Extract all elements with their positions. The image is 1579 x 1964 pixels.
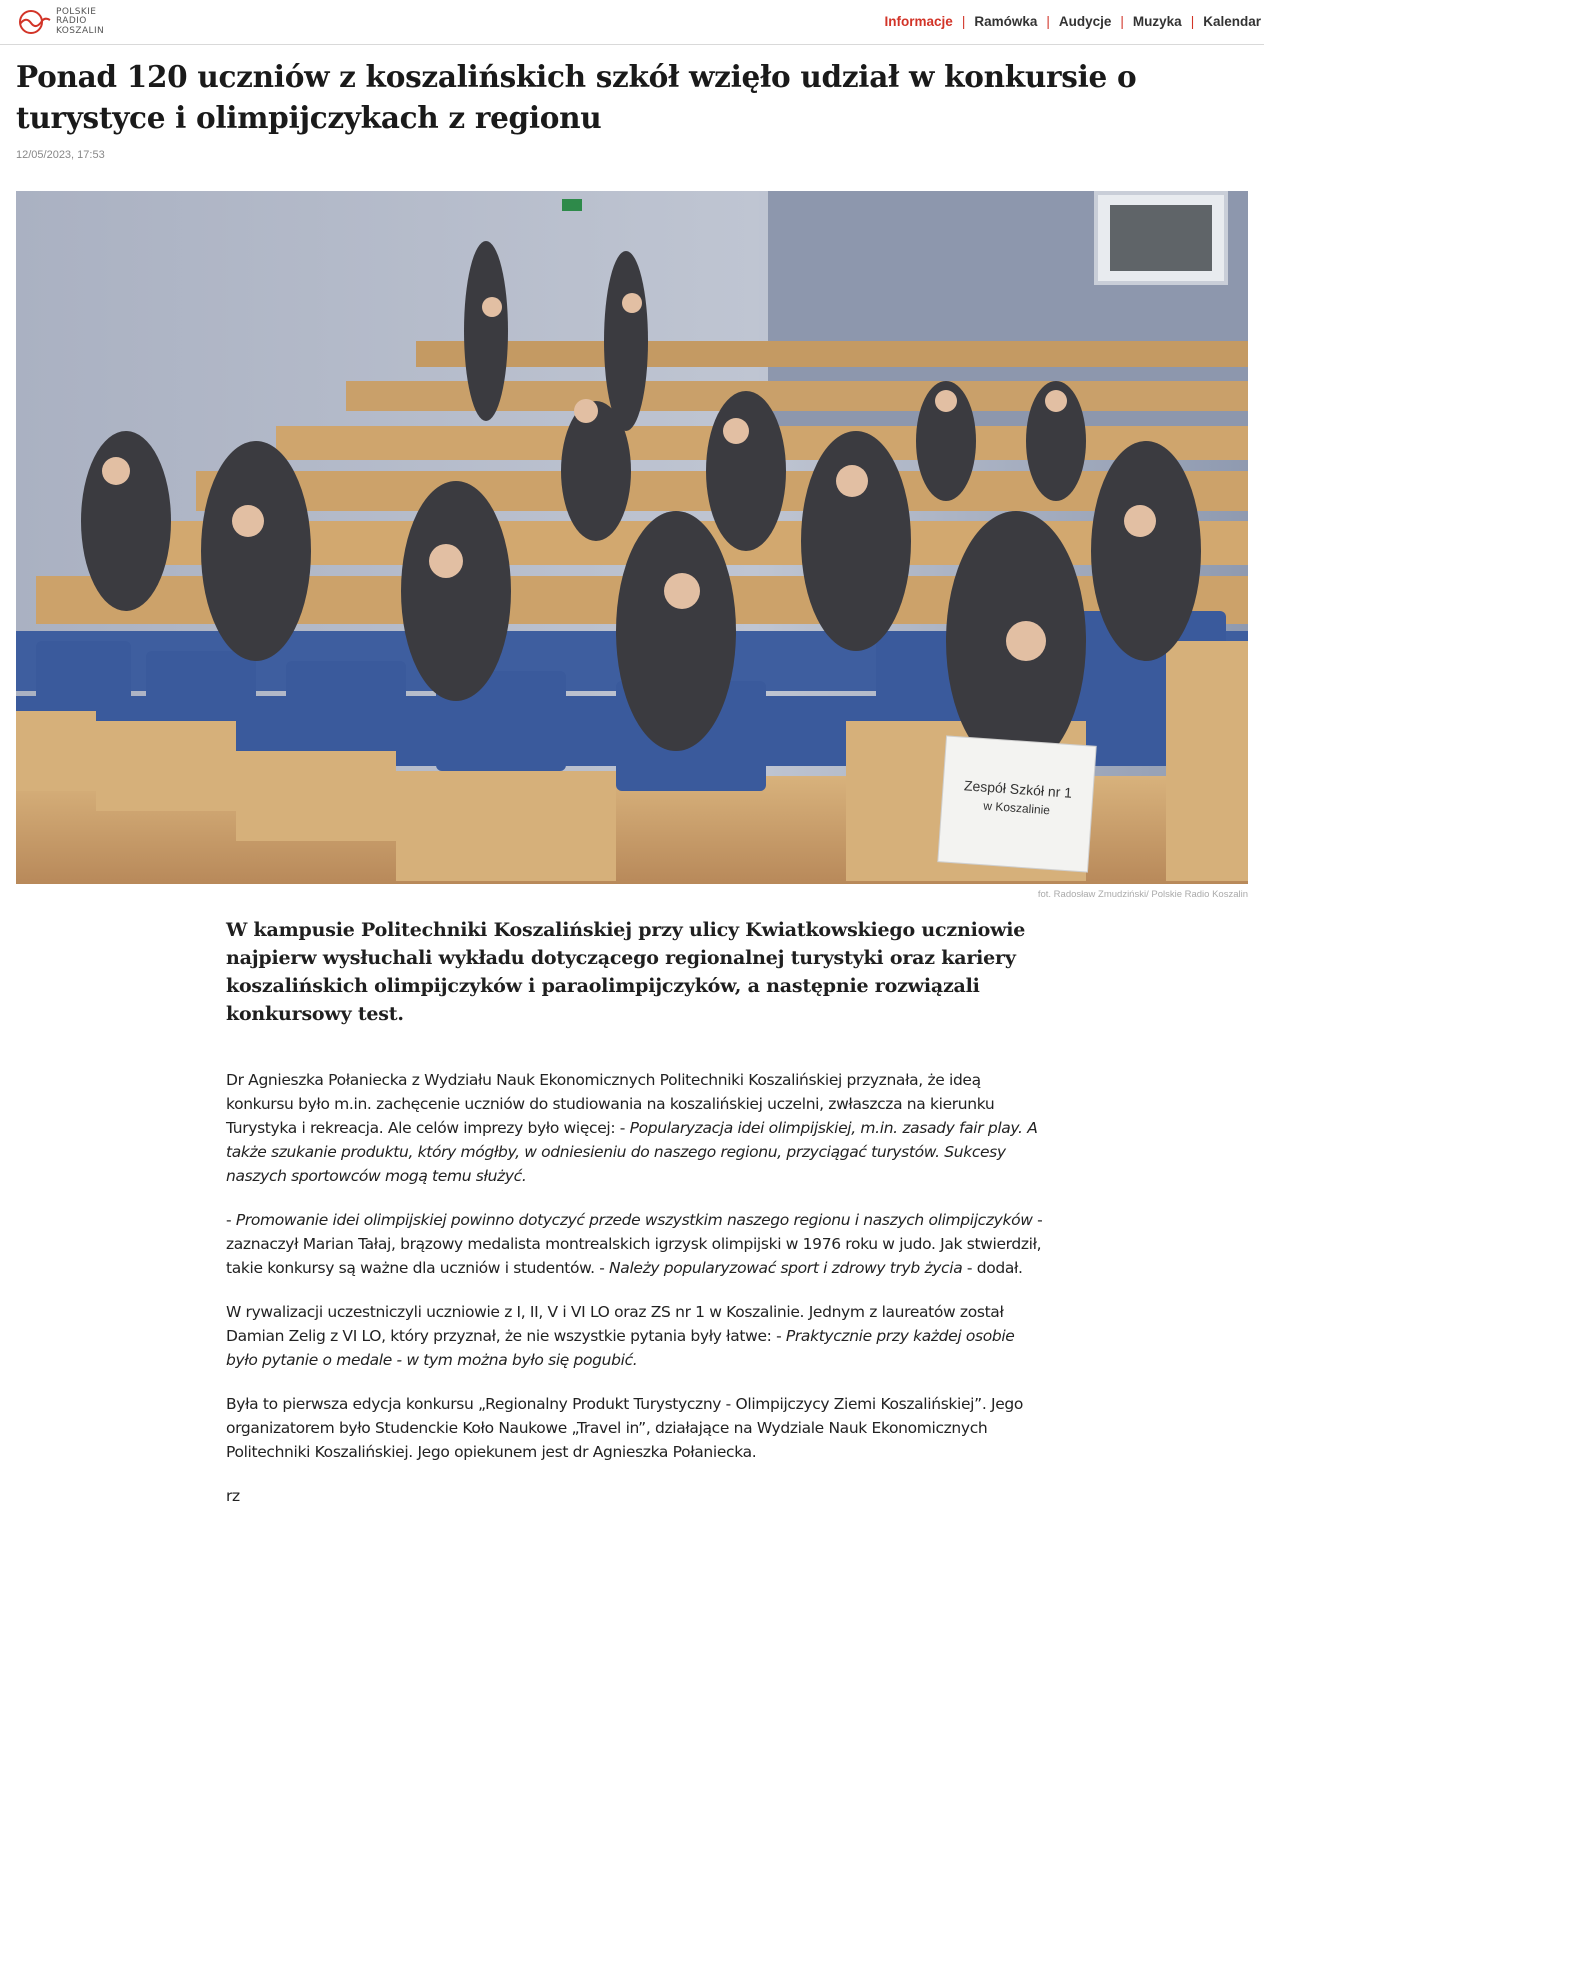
- nav-kalendar[interactable]: Kalendar: [1203, 14, 1261, 29]
- photo-credit: fot. Radosław Zmudziński/ Polskie Radio Koszalin: [1037, 889, 1248, 900]
- paragraph-2-text-e: - dodał.: [962, 1259, 1023, 1277]
- nav-muzyka[interactable]: Muzyka: [1132, 14, 1182, 29]
- nav-separator: |: [961, 14, 966, 29]
- photo-sign-line-1: Zespół Szkół nr 1: [963, 777, 1073, 801]
- article-body: [226, 1068, 1044, 1528]
- photo-sign-line-2: w Koszalinie: [982, 798, 1051, 818]
- logo-wordmark: [56, 8, 104, 37]
- quote-polaniecka: Popularyzacja idei olimpijskiej, m.in. zasady fair play. A także szukanie produktu, który mógłby, w odniesieniu do naszego regionu, przyciągać turystów. Sukcesy naszych sportowców mogą temu służyć.: [226, 1119, 1038, 1185]
- logo-line-2: RADIO: [56, 16, 87, 27]
- radio-wave-logo-icon: [16, 7, 52, 37]
- quote-zelig: Praktycznie przy każdej osobie było pytanie o medale - w tym można było się pogubić.: [226, 1327, 1015, 1369]
- paragraph-1-text: Dr Agnieszka Połaniecka z Wydziału Nauk Ekonomicznych Politechniki Koszalińskiej przyznała, że ideą konkursu było m.in. zachęcenie uczniów do studiowania na koszalińskiej uczelni, zwłaszcza na kierunku Turystyka i rekreacja. Ale celów imprezy było więcej: -: [226, 1071, 995, 1137]
- paragraph-3: [226, 1300, 1044, 1372]
- article-photo: [16, 191, 1248, 884]
- paragraph-2: [226, 1208, 1044, 1280]
- article-lead: W kampusie Politechniki Koszalińskiej przy ulicy Kwiatkowskiego uczniowie najpierw wysłuchali wykładu dotyczącego regionalnej turystyki oraz kariery koszalińskich olimpijczyków i paraolimpijczyków, a następnie rozwiązali konkursowy test.: [226, 919, 1026, 1025]
- nav-audycje[interactable]: Audycje: [1058, 14, 1112, 29]
- quote-talaj-2: Należy popularyzować sport i zdrowy tryb życia: [609, 1259, 963, 1277]
- paragraph-2-text-a: -: [226, 1211, 236, 1229]
- article-title: Ponad 120 uczniów z koszalińskich szkół wzięło udział w konkursie o turystyce i olimpijczykach z regionu: [16, 59, 1137, 135]
- site-logo[interactable]: [16, 5, 136, 39]
- paragraph-4: Była to pierwsza edycja konkursu „Regionalny Produkt Turystyczny - Olimpijczycy Ziemi Koszalińskiej”. Jego organizatorem było Studenckie Koło Naukowe „Travel in”, działające na Wydziale Nauk Ekonomicznych Politechniki Koszalińskiej. Jego opiekunem jest dr Agnieszka Połaniecka.: [226, 1395, 1024, 1461]
- logo-line-3: KOSZALIN: [56, 25, 105, 36]
- nav-separator: |: [1190, 14, 1195, 29]
- site-header: [0, 0, 1264, 45]
- nav-informacje[interactable]: Informacje: [884, 14, 953, 29]
- nav-ramowka[interactable]: Ramówka: [974, 14, 1038, 29]
- main-nav: [885, 14, 1261, 29]
- article-date: 12/05/2023, 17:53: [16, 149, 105, 161]
- article-signature: rz: [226, 1487, 240, 1505]
- paragraph-1: [226, 1068, 1044, 1188]
- paragraph-2-text-c: - zaznaczył Marian Tałaj, brązowy medalista montrealskich igrzysk olimpijski w 1976 roku w judo. Jak stwierdził, takie konkursy są ważne dla uczniów i studentów. -: [226, 1211, 1043, 1277]
- logo-line-1: POLSKIE: [56, 6, 97, 17]
- nav-separator: |: [1046, 14, 1050, 29]
- nav-separator: |: [1120, 14, 1124, 29]
- quote-talaj-1: Promowanie idei olimpijskiej powinno dotyczyć przede wszystkim naszego regionu i naszych olimpijczyków: [235, 1211, 1033, 1229]
- paragraph-3-text: W rywalizacji uczestniczyli uczniowie z I, II, V i VI LO oraz ZS nr 1 w Koszalinie. Jednym z laureatów został Damian Zelig z VI LO, który przyznał, że nie wszystkie pytania były łatwe: -: [226, 1303, 1004, 1345]
